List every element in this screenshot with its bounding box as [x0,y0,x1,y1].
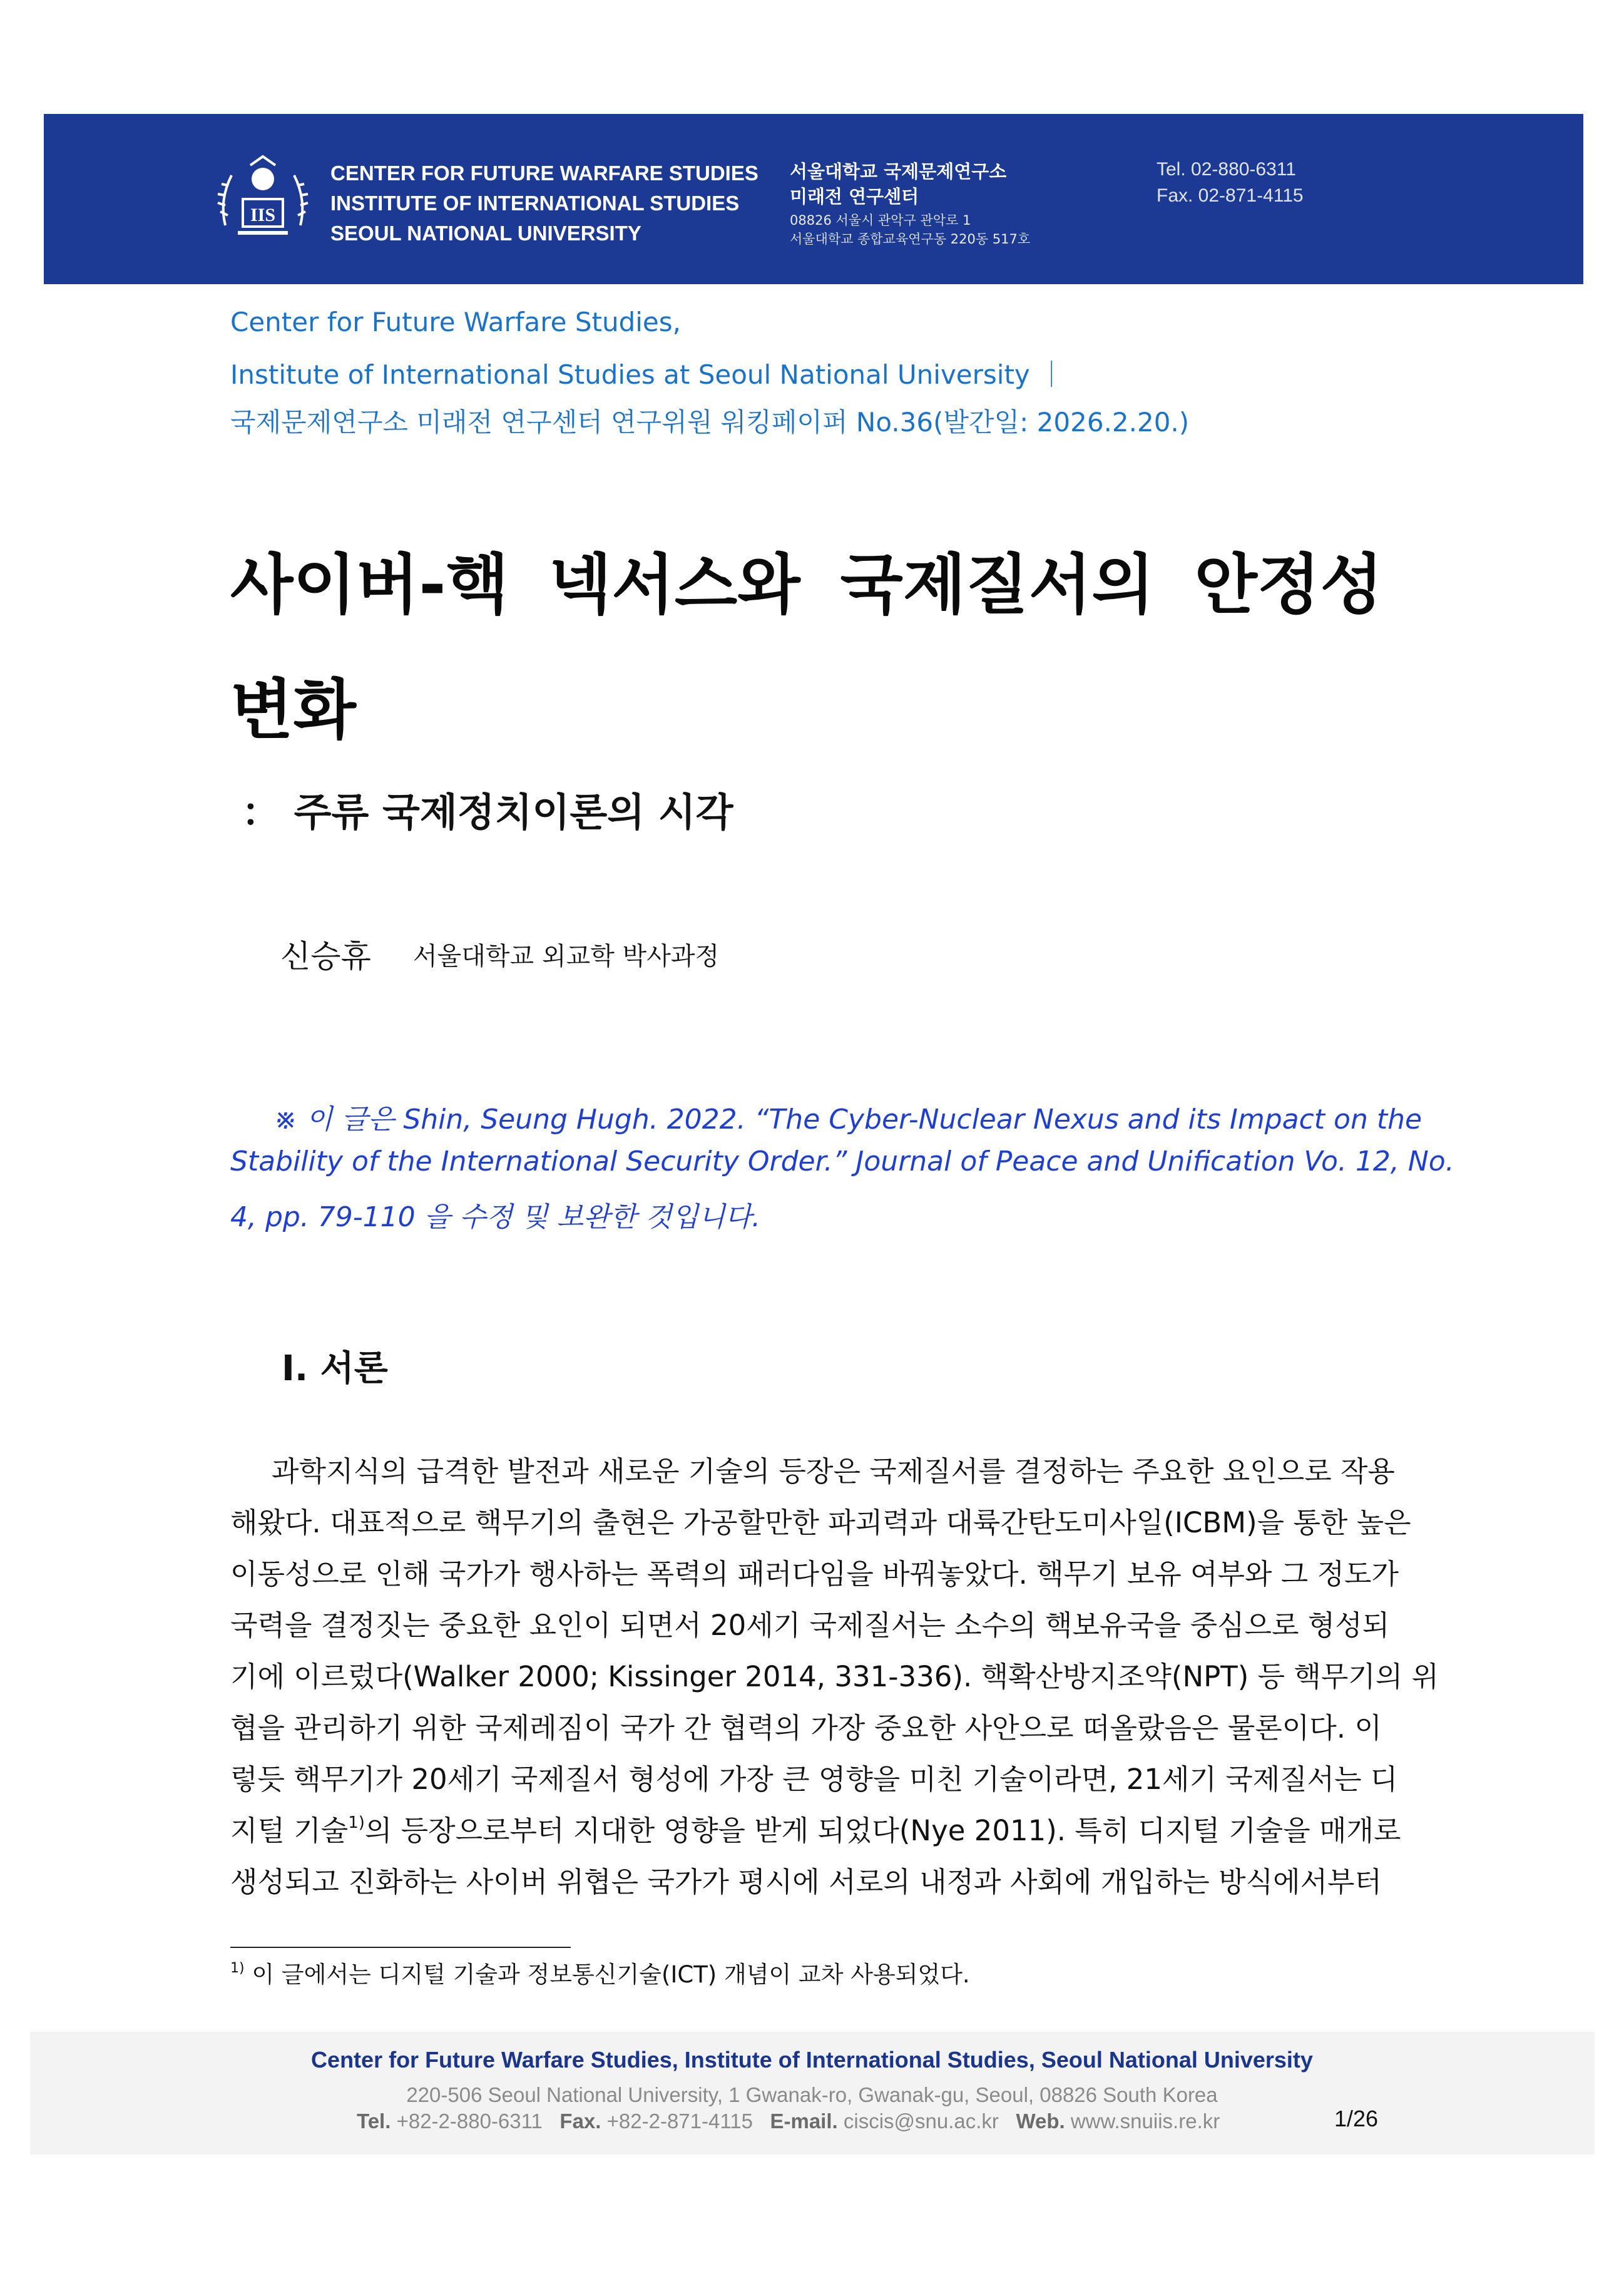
body-line: 렇듯 핵무기가 20세기 국제질서 형성에 가장 큰 영향을 미친 기술이라면, 21세기 국제질서는 디 [230,1763,1398,1796]
footer-address: 220-506 Seoul National University, 1 Gwanak-ro, Gwanak-gu, Seoul, 08826 South Korea [406,2083,1218,2106]
body-text: 지털 기술 [230,1814,349,1847]
header-ko-address-2: 서울대학교 종합교육연구동 220동 517호 [790,232,1031,247]
body-line: 과학지식의 급격한 발전과 새로운 기술의 등장은 국제질서를 결정하는 주요한 요인으로 작용 [272,1455,1395,1488]
footer-email-link[interactable]: ciscis@snu.ac.kr [843,2109,999,2133]
footer-tel-label: Tel. [357,2109,391,2133]
body-line: 해왔다. 대표적으로 핵무기의 출현은 가공할만한 파괴력과 대륙간탄도미사일(ICBM)을 통한 높은 [230,1506,1411,1539]
footnote [230,1955,970,1989]
footer-web-link[interactable]: www.snuiis.re.kr [1070,2109,1220,2133]
header-ko-institute: 서울대학교 국제문제연구소 [790,161,1007,182]
section-heading: Ⅰ. 서론 [282,1348,388,1389]
paper-title-line-2: 변화 [230,672,356,748]
header-ko-address-1: 08826 서울시 관악구 관악로 1 [790,213,971,228]
body-line [230,1808,1401,1848]
body-text: 의 등장으로부터 지대한 영향을 받게 되었다(Nye 2011). 특히 디지털 기술을 매개로 [364,1814,1401,1847]
series-line-1: Center for Future Warfare Studies, [230,307,681,337]
footer-tel: +82-2-880-6311 [396,2109,543,2133]
footnote-ref[interactable]: 1) [348,1813,365,1832]
author-affiliation: 서울대학교 외교학 박사과정 [413,942,720,971]
header-university-name: SEOUL NATIONAL UNIVERSITY [330,222,641,245]
footnote-divider [230,1947,571,1948]
body-line: 국력을 결정짓는 중요한 요인이 되면서 20세기 국제질서는 소수의 핵보유국을 중심으로 형성되 [230,1609,1390,1642]
header-institute-name: INSTITUTE OF INTERNATIONAL STUDIES [330,192,740,215]
body-line: 생성되고 진화하는 사이버 위협은 국가가 평시에 서로의 내정과 사회에 개입하는 방식에서부터 [230,1865,1382,1899]
body-line: 협을 관리하기 위한 국제레짐이 국가 간 협력의 가장 중요한 사안으로 떠올랐음은 물론이다. 이 [230,1711,1382,1745]
footer-fax-label: Fax. [559,2109,601,2133]
paper-title-line-1: 사이버-핵 넥서스와 국제질서의 안정성 [230,546,1383,623]
footer-web-label: Web. [1016,2109,1065,2133]
header-center-name: CENTER FOR FUTURE WARFARE STUDIES [330,161,758,185]
body-line: 기에 이르렀다(Walker 2000; Kissinger 2014, 331-336). 핵확산방지조약(NPT) 등 핵무기의 위 [230,1660,1439,1693]
footer-fax: +82-2-871-4115 [606,2109,753,2133]
emblem-label: IIS [250,205,276,225]
footer-email-label: E-mail. [770,2109,838,2133]
paper-subtitle: ： 주류 국제정치이론의 시각 [242,789,733,835]
footnote-text: 이 글에서는 디지털 기술과 정보통신기술(ICT) 개념이 교차 사용되었다. [244,1961,970,1988]
author-name: 신승휴 [280,938,371,975]
note-line-2: Stability of the International Security Order.” Journal of Peace and Unification Vo. 12, No. [230,1145,1454,1177]
note-line-3: 4, pp. 79-110 을 수정 및 보완한 것입니다. [230,1201,761,1233]
series-line-2: Institute of International Studies at Seoul National University ｜ [230,359,1065,390]
header-ko-center: 미래전 연구센터 [790,186,919,207]
page-number: 1/26 [1334,2106,1379,2131]
footer-title: Center for Future Warfare Studies, Institute of International Studies, Seoul National University [311,2047,1313,2073]
footer-contact [357,2109,1220,2133]
header-fax: Fax. 02-871-4115 [1157,185,1304,206]
note-line-1: ※ 이 글은 Shin, Seung Hugh. 2022. “The Cyber-Nuclear Nexus and its Impact on the [274,1104,1422,1135]
snu-emblem-icon [213,150,313,250]
series-line-3: 국제문제연구소 미래전 연구센터 연구위원 워킹페이퍼 No.36(발간일: 2026.2.20.) [230,407,1190,438]
footnote-mark: 1) [230,1960,245,1976]
header-tel: Tel. 02-880-6311 [1157,159,1296,180]
body-line: 이동성으로 인해 국가가 행사하는 폭력의 패러다임을 바꿔놓았다. 핵무기 보유 여부와 그 정도가 [230,1557,1399,1591]
